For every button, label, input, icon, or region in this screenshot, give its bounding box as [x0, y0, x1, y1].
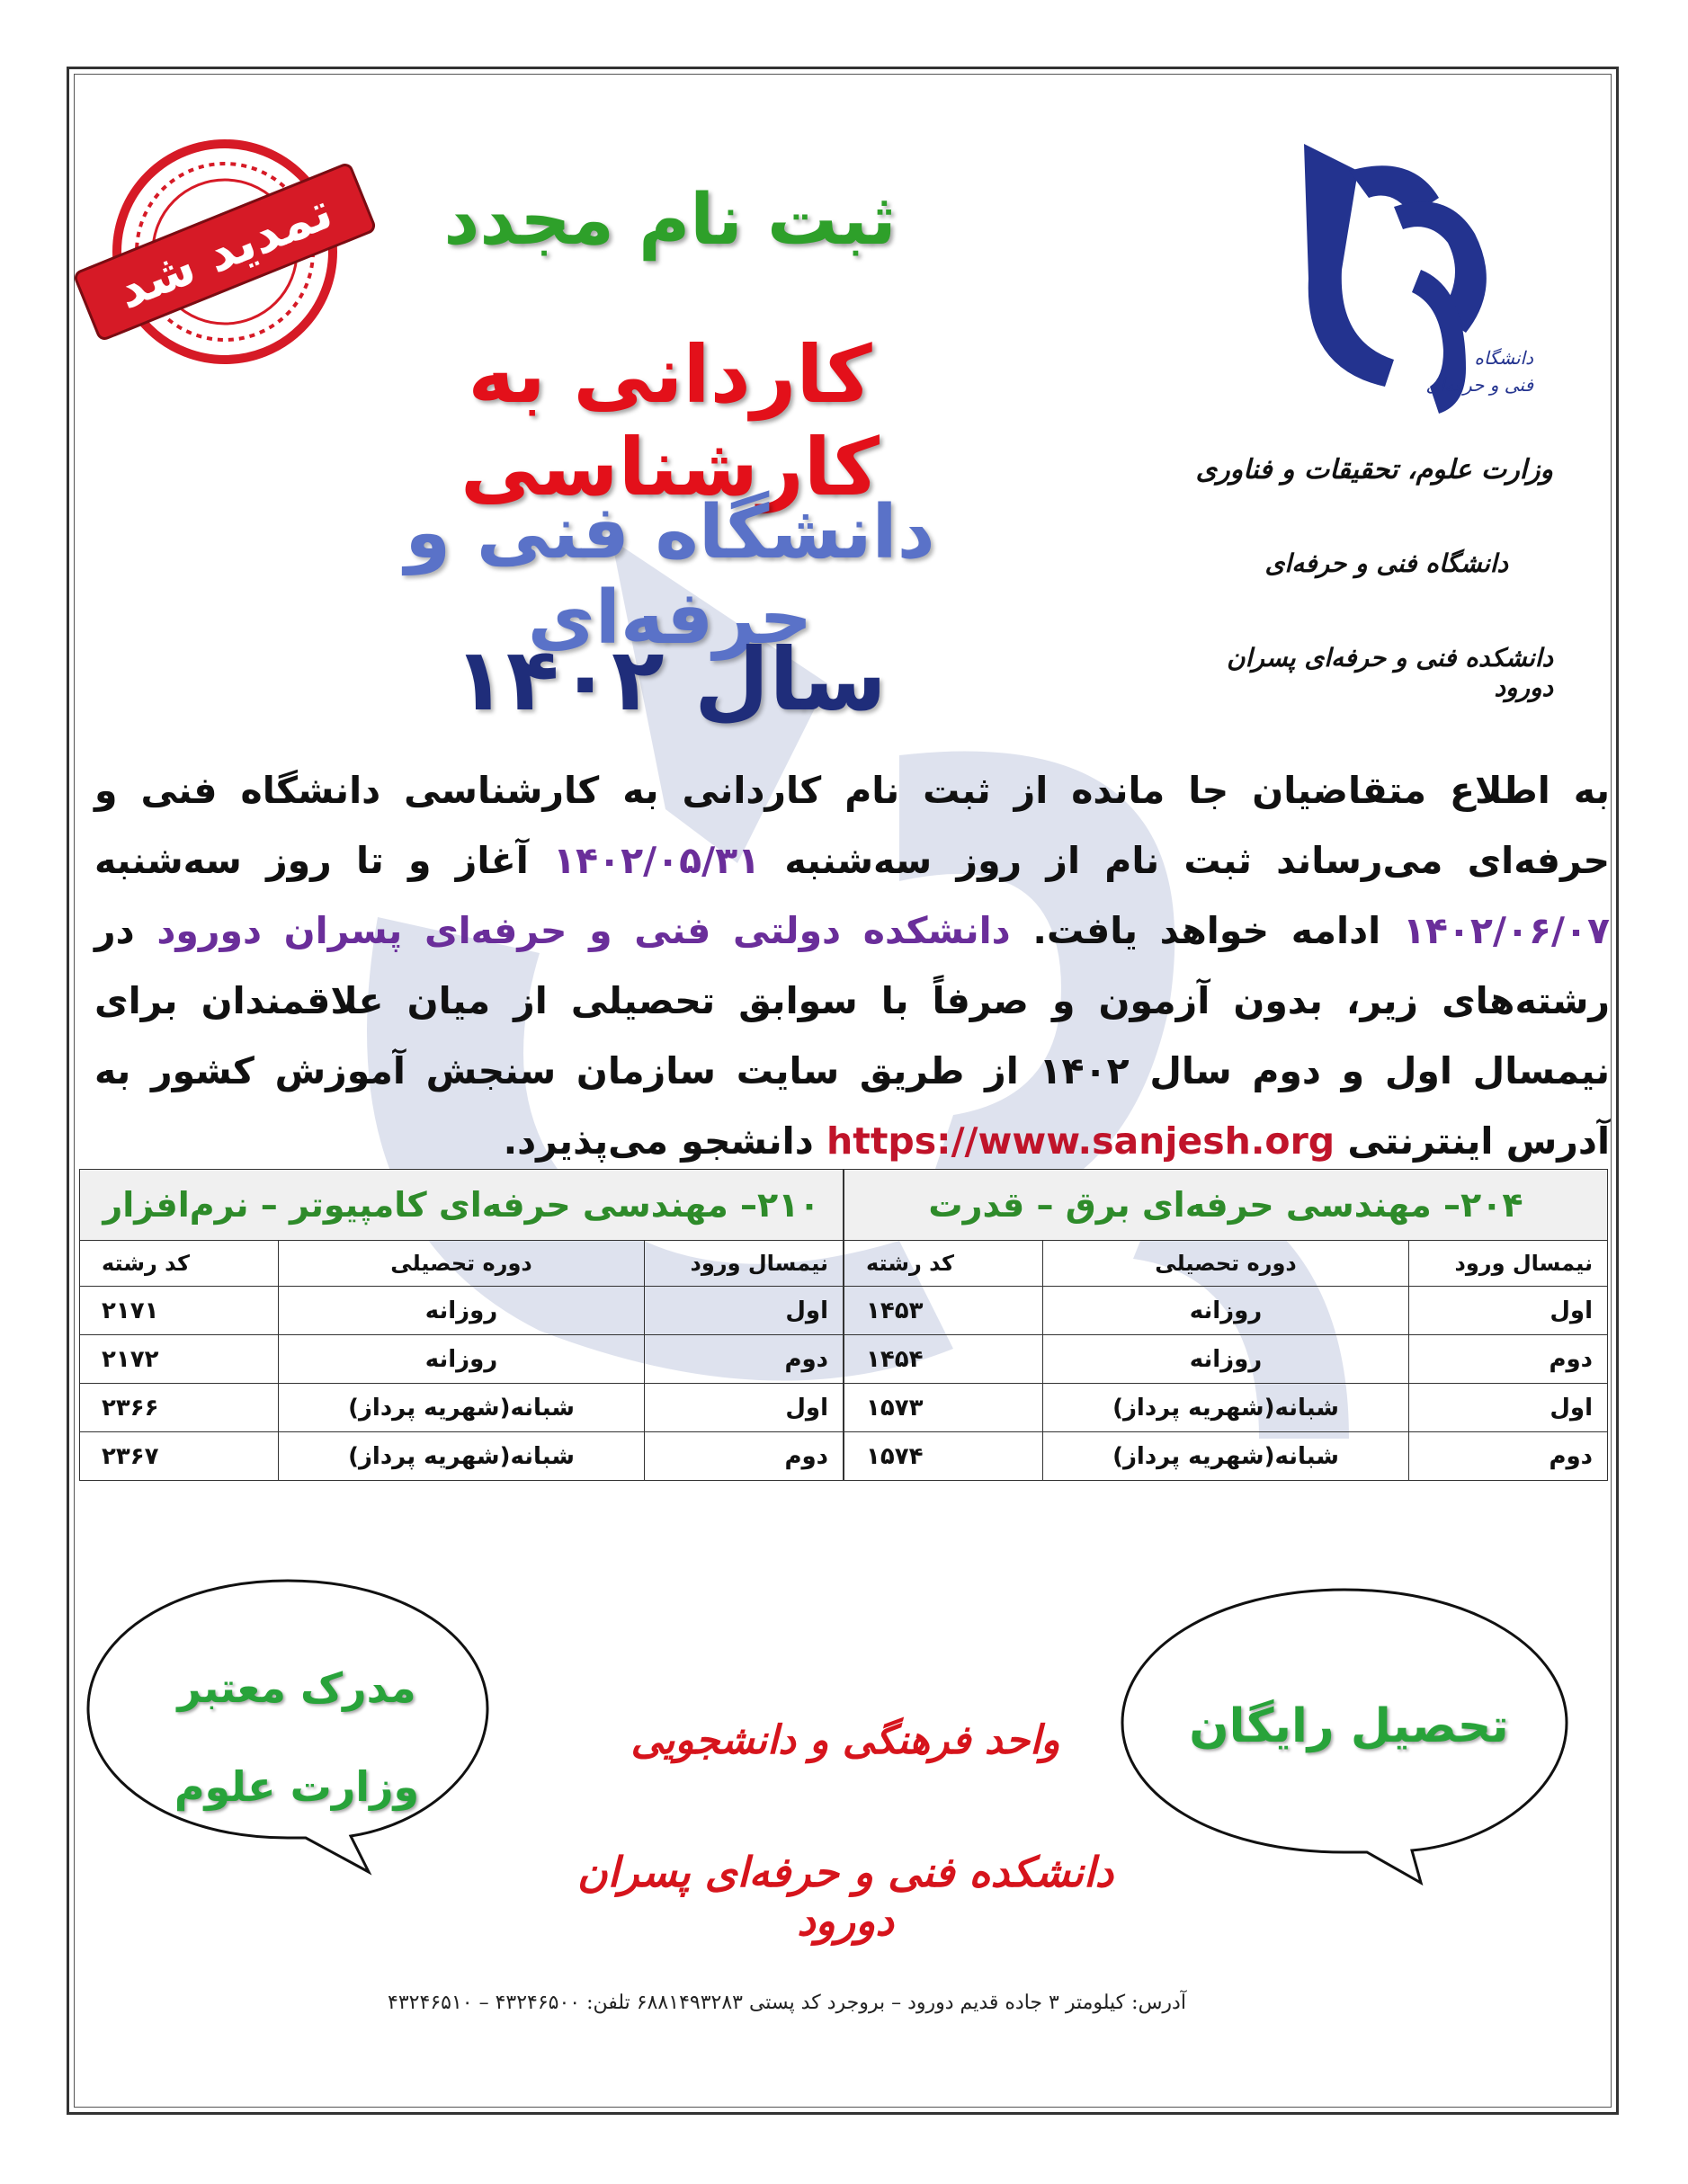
- col-header-semester: نیمسال ورود: [1409, 1241, 1608, 1287]
- table-electrical-title: ۲۰۴– مهندسی حرفه‌ای برق – قدرت: [844, 1170, 1608, 1241]
- table-row: [844, 1384, 1608, 1432]
- para-part4: در رشته‌های زیر، بدون آزمون و صرفاً با سوابق تحصیلی از میان علاقمندان برای نیمسال اول و دوم سال ۱۴۰۲ از طریق سایت سازمان سنجش آموزش کشور به آدرس اینترنتی: [94, 909, 1610, 1163]
- col-header-code: کد رشته: [80, 1241, 279, 1287]
- title-year: سال ۱۴۰۲: [453, 629, 887, 730]
- table-computer: [79, 1169, 844, 1502]
- table-row: [80, 1432, 844, 1481]
- cell-code: ۱۵۷۳: [844, 1384, 1043, 1432]
- cell-semester: اول: [1409, 1287, 1608, 1335]
- sanjesh-link[interactable]: https://www.sanjesh.org: [826, 1119, 1335, 1163]
- table-row: [80, 1335, 844, 1384]
- cell-semester: اول: [1409, 1384, 1608, 1432]
- ministry-of-science-text: وزارت علوم: [174, 1762, 420, 1811]
- cell-code: ۲۳۶۷: [80, 1432, 279, 1481]
- cell-code: ۱۴۵۳: [844, 1287, 1043, 1335]
- col-header-course: دوره تحصیلی: [278, 1241, 645, 1287]
- logo-text-line1: دانشگاه: [1474, 347, 1533, 369]
- cell-code: ۲۳۶۶: [80, 1384, 279, 1432]
- college-caption: دانشکده فنی و حرفه‌ای پسران دورود: [1227, 643, 1553, 702]
- university-caption: دانشگاه فنی و حرفه‌ای: [1264, 548, 1508, 578]
- title-reregistration: ثبت نام مجدد: [443, 180, 897, 261]
- cell-course: روزانه: [278, 1287, 645, 1335]
- cell-semester: دوم: [1409, 1432, 1608, 1481]
- cell-course: روزانه: [1042, 1335, 1409, 1384]
- college-name: دانشکده دولتی فنی و حرفه‌ای پسران دورود: [156, 909, 1011, 952]
- cell-course: شبانه(شهریه پرداز): [1042, 1384, 1409, 1432]
- cell-semester: دوم: [645, 1432, 844, 1481]
- table-computer-title: ۲۱۰– مهندسی حرفه‌ای کامپیوتر – نرم‌افزار: [80, 1170, 844, 1241]
- valid-degree-text: مدرک معتبر: [177, 1663, 416, 1712]
- cell-code: ۱۵۷۴: [844, 1432, 1043, 1481]
- start-date: ۱۴۰۲/۰۵/۳۱: [553, 839, 761, 882]
- college-signature: دانشکده فنی و حرفه‌ای پسران دورود: [576, 1848, 1114, 1945]
- ministry-caption: وزارت علوم، تحقیقات و فناوری: [1195, 454, 1553, 486]
- para-part5: دانشجو می‌پذیرد.: [503, 1119, 827, 1163]
- programs-tables: [79, 1169, 1608, 1502]
- logo-text-line2: فنی و حرفه‌ای: [1425, 374, 1533, 396]
- cell-semester: دوم: [1409, 1335, 1608, 1384]
- address-footer: آدرس: کیلومتر ۳ جاده قدیم دورود – بروجرد کد پستی ۶۸۸۱۴۹۳۲۸۳ تلفن: ۴۳۲۴۶۵۰۰ – ۴۳۲۴۶۵۱۰: [388, 1992, 1186, 2014]
- cell-semester: اول: [645, 1287, 844, 1335]
- cell-code: ۱۴۵۴: [844, 1335, 1043, 1384]
- table-row: [844, 1287, 1608, 1335]
- table-electrical: [844, 1169, 1608, 1502]
- cell-course: شبانه(شهریه پرداز): [278, 1384, 645, 1432]
- left-speech-bubble: [81, 1573, 495, 1879]
- cell-course: شبانه(شهریه پرداز): [278, 1432, 645, 1481]
- title-university: دانشگاه فنی و حرفه‌ای: [405, 490, 935, 661]
- cell-course: روزانه: [278, 1335, 645, 1384]
- university-logo-icon: [1286, 135, 1547, 423]
- table-row: [844, 1335, 1608, 1384]
- cell-code: ۲۱۷۱: [80, 1287, 279, 1335]
- para-part1: به اطلاع متقاضیان جا مانده از ثبت نام کاردانی به کارشناسی دانشگاه فنی و حرفه‌ای می‌رساند ثبت نام از روز سه‌شنبه: [94, 769, 1610, 882]
- table-row: [844, 1432, 1608, 1481]
- para-part3: ادامه خواهد یافت.: [1010, 909, 1403, 952]
- table-row: [80, 1287, 844, 1335]
- col-header-semester: نیمسال ورود: [645, 1241, 844, 1287]
- stamp-text: تمدید شد: [109, 182, 341, 321]
- announcement-paragraph: [94, 755, 1610, 1176]
- cell-code: ۲۱۷۲: [80, 1335, 279, 1384]
- free-education-text: تحصیل رایگان: [1189, 1699, 1509, 1753]
- table-row: [80, 1384, 844, 1432]
- para-part2: آغاز و تا روز سه‌شنبه: [94, 839, 554, 882]
- title-program: کاردانی به کارشناسی: [460, 328, 880, 513]
- cultural-unit-signature: واحد فرهنگی و دانشجویی: [630, 1717, 1060, 1763]
- cell-semester: اول: [645, 1384, 844, 1432]
- cell-course: روزانه: [1042, 1287, 1409, 1335]
- cell-semester: دوم: [645, 1335, 844, 1384]
- cell-course: شبانه(شهریه پرداز): [1042, 1432, 1409, 1481]
- col-header-code: کد رشته: [844, 1241, 1043, 1287]
- end-date: ۱۴۰۲/۰۶/۰۷: [1402, 909, 1610, 952]
- col-header-course: دوره تحصیلی: [1042, 1241, 1409, 1287]
